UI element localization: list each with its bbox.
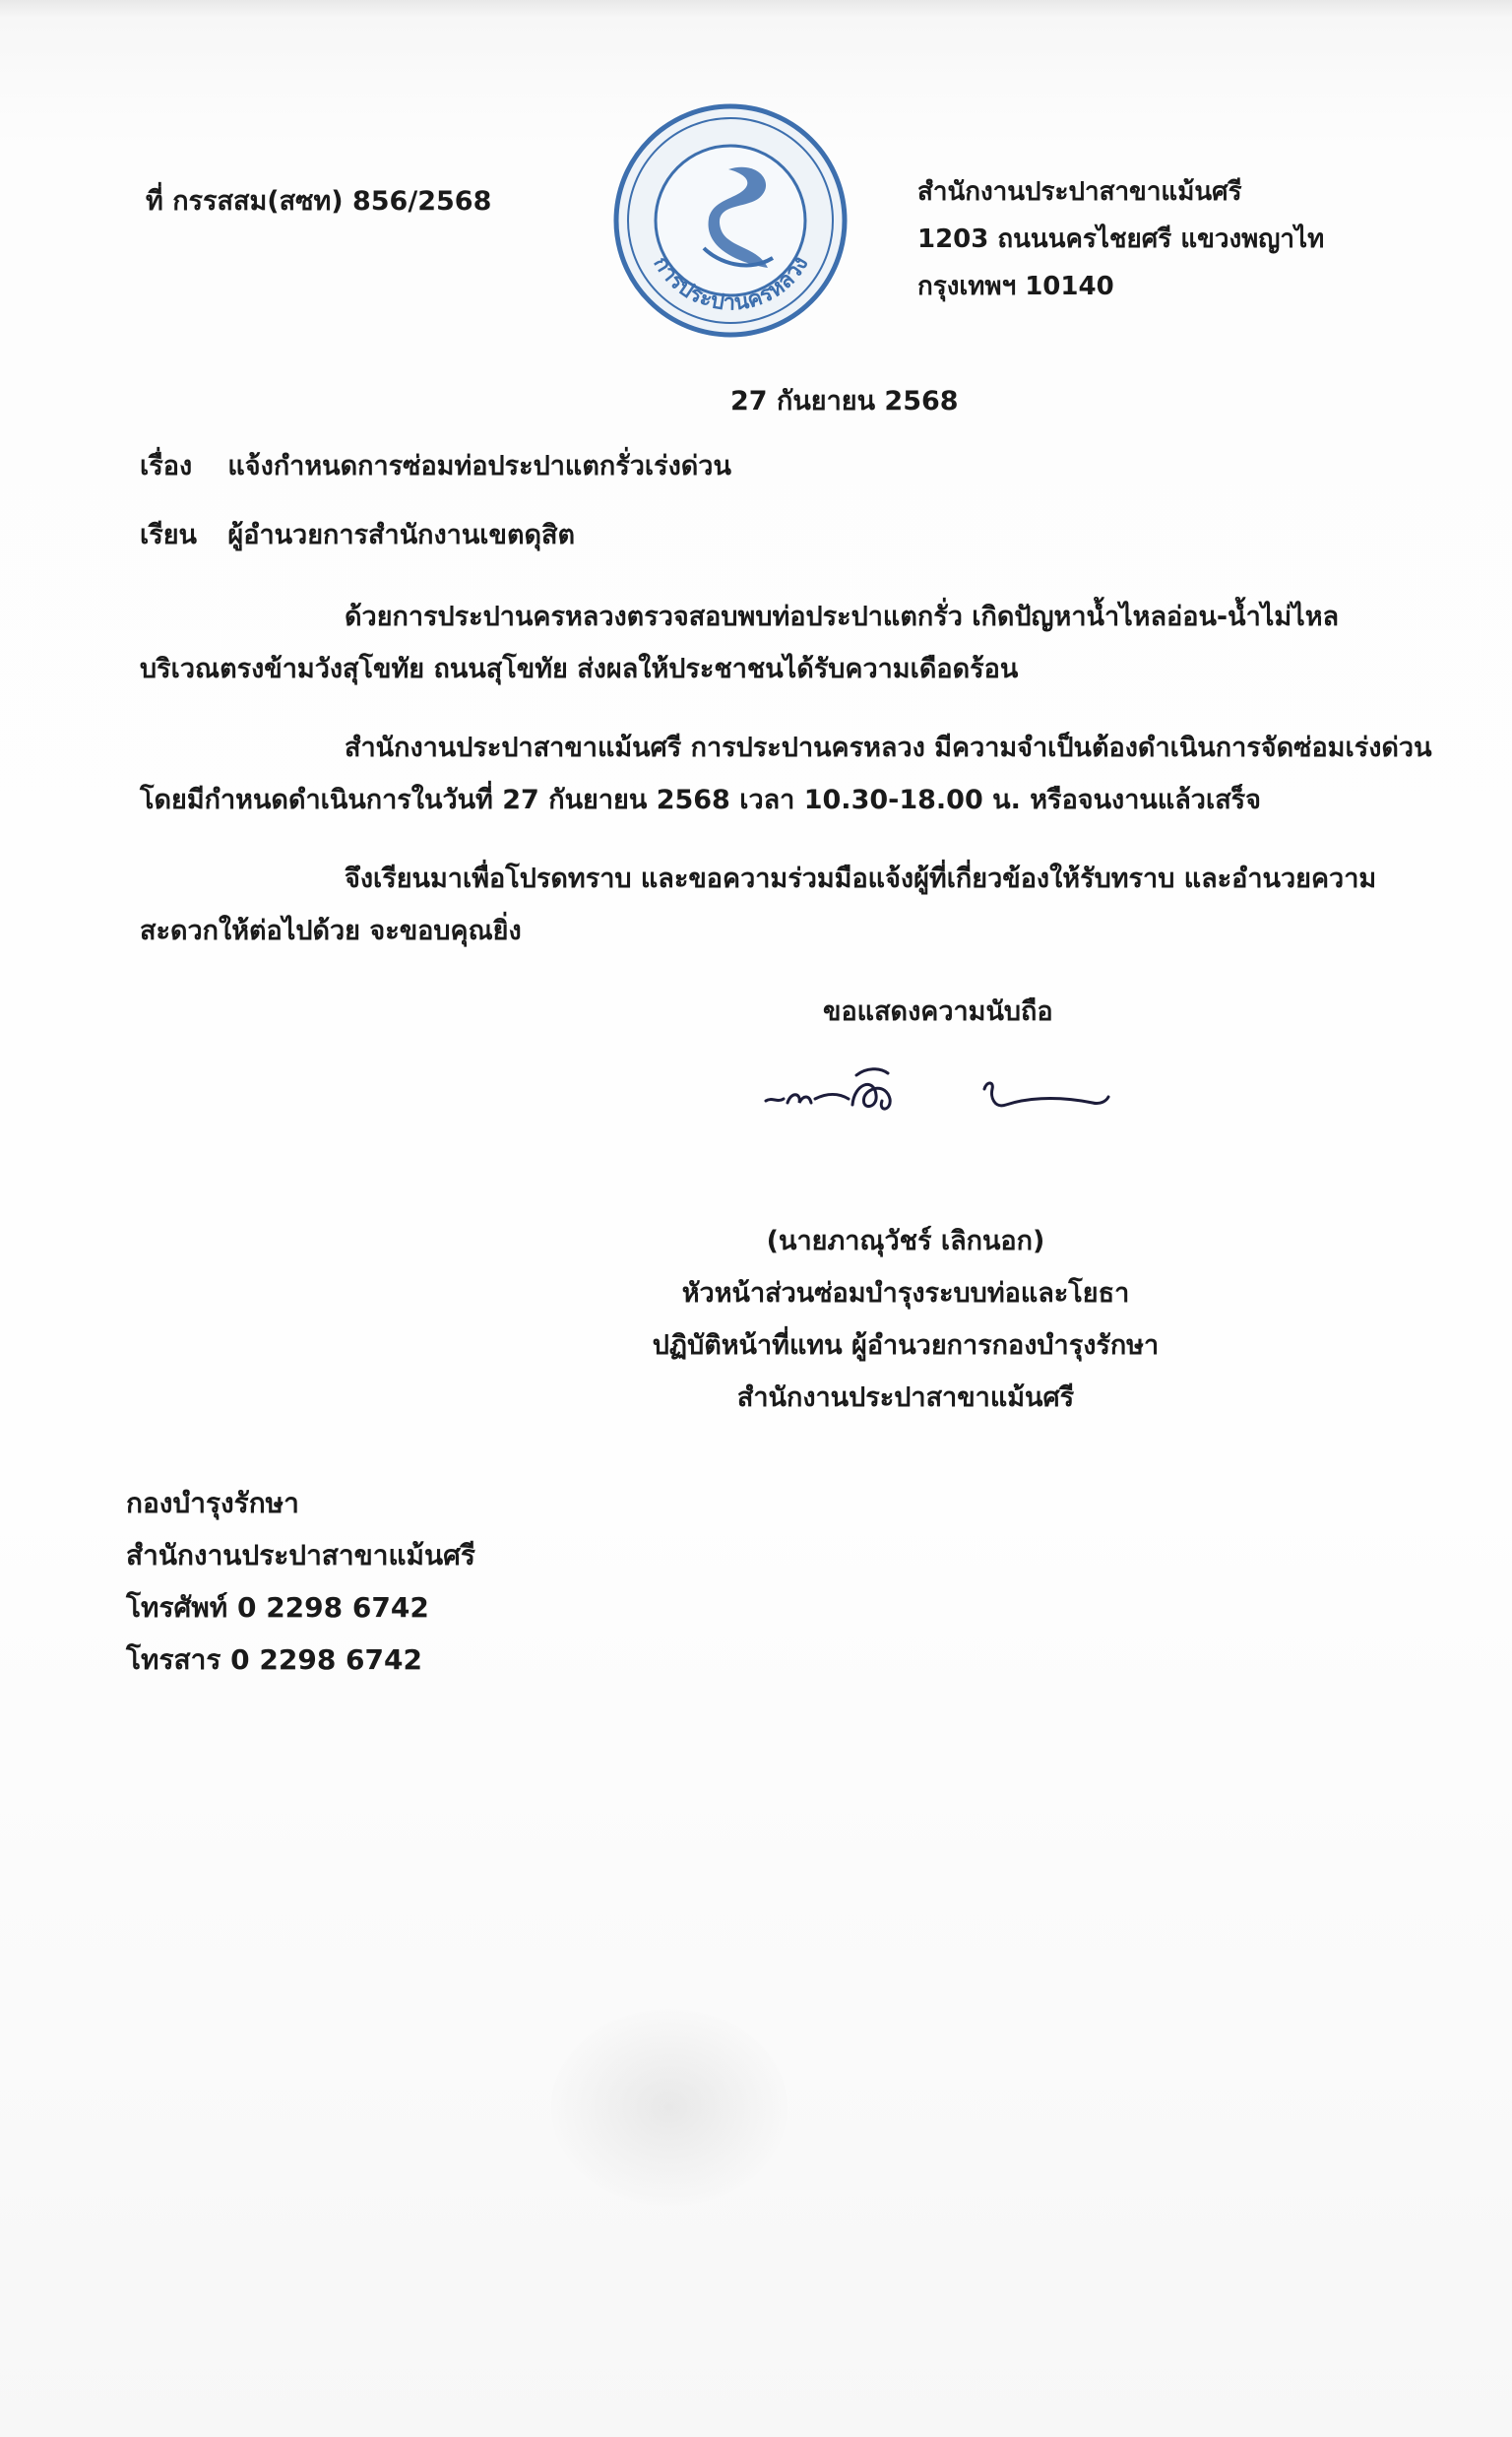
signer-title: หัวหน้าส่วนซ่อมบำรุงระบบท่อและโยธา	[681, 1278, 1130, 1309]
body-paragraph	[140, 722, 1461, 826]
signer-acting-title: ปฏิบัติหน้าที่แทน ผู้อำนวยการกองบำรุงรักษา	[652, 1330, 1160, 1361]
reference-number: ที่ กรรสสม(สซท) 856/2568	[146, 186, 492, 217]
footer-phone: โทรศัพท์ 0 2298 6742	[126, 1591, 429, 1624]
footer-contact	[126, 1477, 475, 1686]
sender-address-line: กรุงเทพฯ 10140	[917, 272, 1114, 301]
closing-salutation: ขอแสดงความนับถือ	[823, 996, 1053, 1027]
footer-department: กองบำรุงรักษา	[126, 1487, 299, 1519]
body-paragraph	[140, 591, 1461, 695]
subject-label: เรื่อง	[140, 451, 193, 481]
mwa-seal-logo	[610, 100, 851, 342]
footer-office: สำนักงานประปาสาขาแม้นศรี	[126, 1539, 475, 1571]
scan-edge	[0, 0, 1512, 18]
paragraph-line: สำนักงานประปาสาขาแม้นศรี การประปานครหลวง มีความจำเป็นต้องดำเนินการจัดซ่อมเร่งด่วน	[345, 733, 1432, 763]
subject-text: แจ้งกำหนดการซ่อมท่อประปาแตกรั่วเร่งด่วน	[227, 451, 731, 481]
paragraph-line: ด้วยการประปานครหลวงตรวจสอบพบท่อประปาแตกรั่ว เกิดปัญหาน้ำไหลอ่อน-น้ำไม่ไหล	[345, 602, 1340, 632]
handwritten-signature	[758, 1054, 1152, 1142]
signer-name: (นายภาณุวัชร์ เลิกนอก)	[766, 1226, 1045, 1256]
subject-line	[140, 451, 731, 482]
paragraph-line: บริเวณตรงข้ามวังสุโขทัย ถนนสุโขทัย ส่งผลให้ประชาชนได้รับความเดือดร้อน	[140, 654, 1019, 684]
signer-office: สำนักงานประปาสาขาแม้นศรี	[736, 1382, 1075, 1413]
footer-fax: โทรสาร 0 2298 6742	[126, 1643, 422, 1676]
recipient-line	[140, 520, 575, 551]
sender-address-line: สำนักงานประปาสาขาแม้นศรี	[917, 177, 1242, 207]
letter-date: 27 กันยายน 2568	[730, 386, 959, 417]
recipient-label: เรียน	[140, 520, 198, 550]
paragraph-line: สะดวกให้ต่อไปด้วย จะขอบคุณยิ่ง	[140, 916, 522, 946]
seal-text: การประปานครหลวง	[648, 252, 814, 316]
scan-smudge	[551, 2009, 788, 2206]
paragraph-line: จึงเรียนมาเพื่อโปรดทราบ และขอความร่วมมือแจ้งผู้ที่เกี่ยวข้องให้รับทราบ และอำนวยความ	[345, 864, 1377, 894]
sender-address-line: 1203 ถนนนครไชยศรี แขวงพญาไท	[917, 224, 1325, 254]
body-paragraph	[140, 853, 1461, 957]
recipient-text: ผู้อำนวยการสำนักงานเขตดุสิต	[227, 520, 576, 550]
paragraph-line: โดยมีกำหนดดำเนินการในวันที่ 27 กันยายน 2568 เวลา 10.30-18.00 น. หรือจนงานแล้วเสร็จ	[140, 785, 1261, 815]
signature-block	[630, 1215, 1181, 1424]
